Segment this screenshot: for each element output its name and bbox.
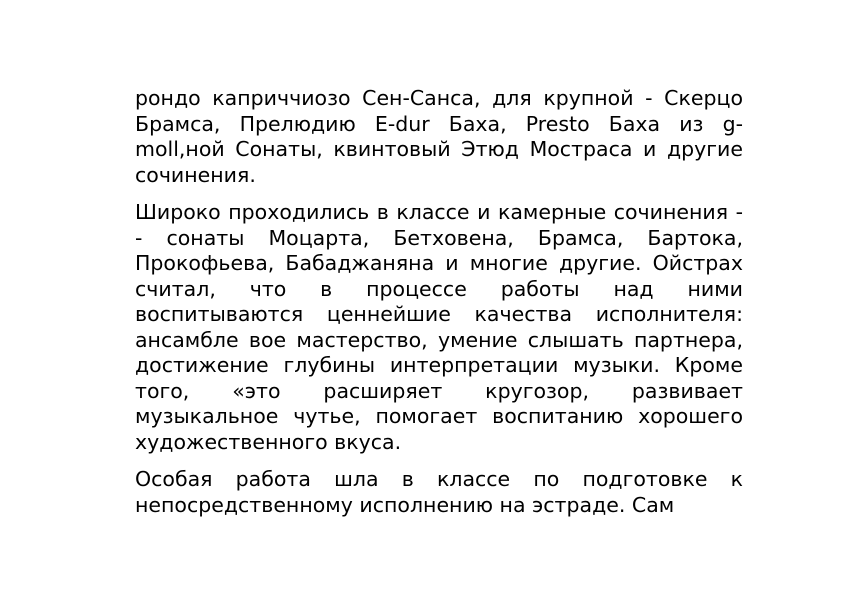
paragraph-2: Широко проходились в классе и камерные сочинения -- сонаты Моцарта, Бетховена, Брамса, Бартока, Прокофьева, Бабаджаняна и многие другие. Ойстрах считал, что в процессе работы над ними воспитываются ценнейшие качества исполнителя: ансамбле вое мастерство, умение слышать партнера, достижение глубины интерпретации музыки. Кроме того, «это расширяет кругозор, развивает музыкальное чутье, помогает воспитанию хорошего художественного вкуса. [135, 200, 743, 454]
body-text [135, 86, 743, 530]
paragraph-3: Особая работа шла в классе по подготовке к непосредственному исполнению на эстраде. Сам [135, 467, 743, 517]
paragraph-1: рондо каприччиозо Сен-Санса, для крупной - Скерцо Брамса, Прелюдию E-dur Баха, Presto Баха из g-moll,ной Сонаты, квинтовый Этюд Мостраса и другие сочинения. [135, 86, 743, 187]
